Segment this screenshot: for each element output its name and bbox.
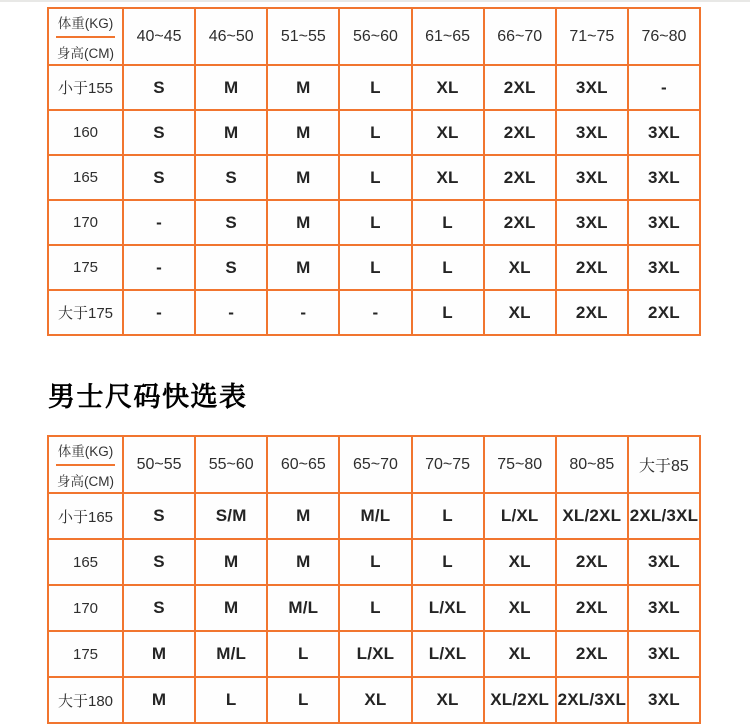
size-cell: L	[339, 585, 411, 631]
header-row	[48, 8, 700, 65]
corner-header-weight-height	[48, 8, 123, 65]
size-cell: 2XL	[556, 631, 628, 677]
size-cell: M/L	[195, 631, 267, 677]
column-header-weight-range: 55~60	[195, 436, 267, 493]
size-cell: L/XL	[484, 493, 556, 539]
column-header-weight-range: 46~50	[195, 8, 267, 65]
size-cell: L/XL	[412, 631, 484, 677]
row-header-height: 165	[48, 155, 123, 200]
size-cell: S	[195, 155, 267, 200]
size-cell: 3XL	[628, 200, 700, 245]
size-cell: S	[123, 110, 195, 155]
size-cell: 2XL/3XL	[628, 493, 700, 539]
corner-header-weight-height	[48, 436, 123, 493]
table-row	[48, 245, 700, 290]
size-cell: 3XL	[628, 539, 700, 585]
size-cell: L	[339, 65, 411, 110]
size-cell: 3XL	[556, 110, 628, 155]
size-cell: -	[123, 290, 195, 335]
size-cell: 3XL	[556, 200, 628, 245]
size-cell: M	[267, 65, 339, 110]
size-cell: 3XL	[628, 110, 700, 155]
corner-weight-label: 体重(KG)	[56, 437, 115, 466]
size-cell: -	[195, 290, 267, 335]
column-header-weight-range: 80~85	[556, 436, 628, 493]
size-cell: XL/2XL	[484, 677, 556, 723]
table-row	[48, 631, 700, 677]
size-cell: XL/2XL	[556, 493, 628, 539]
size-cell: XL	[484, 245, 556, 290]
size-cell: M	[123, 631, 195, 677]
table-row	[48, 290, 700, 335]
column-header-weight-range: 71~75	[556, 8, 628, 65]
size-cell: XL	[412, 65, 484, 110]
size-cell: 3XL	[628, 677, 700, 723]
table-row	[48, 493, 700, 539]
size-cell: L	[412, 539, 484, 585]
header-row	[48, 436, 700, 493]
size-cell: 2XL	[484, 200, 556, 245]
column-header-weight-range: 75~80	[484, 436, 556, 493]
size-cell: M	[195, 110, 267, 155]
size-cell: M	[195, 585, 267, 631]
size-cell: L	[412, 493, 484, 539]
corner-height-label: 身高(CM)	[57, 46, 114, 61]
column-header-weight-range: 70~75	[412, 436, 484, 493]
size-cell: XL	[484, 631, 556, 677]
size-cell: 3XL	[556, 155, 628, 200]
table-row	[48, 539, 700, 585]
column-header-weight-range: 40~45	[123, 8, 195, 65]
size-cell: 3XL	[628, 245, 700, 290]
size-cell: 2XL/3XL	[556, 677, 628, 723]
corner-weight-label: 体重(KG)	[56, 9, 115, 38]
size-cell: M	[195, 539, 267, 585]
size-cell: M	[267, 493, 339, 539]
size-cell: 2XL	[484, 110, 556, 155]
row-header-height: 175	[48, 245, 123, 290]
table-row	[48, 65, 700, 110]
column-header-weight-range: 65~70	[339, 436, 411, 493]
size-cell: L	[267, 677, 339, 723]
size-cell: 3XL	[628, 631, 700, 677]
row-header-height: 小于165	[48, 493, 123, 539]
size-cell: M/L	[339, 493, 411, 539]
size-cell: 2XL	[556, 245, 628, 290]
size-cell: -	[267, 290, 339, 335]
mens-size-chart-table	[47, 435, 701, 724]
size-cell: M	[267, 155, 339, 200]
column-header-weight-range: 50~55	[123, 436, 195, 493]
size-cell: L	[412, 245, 484, 290]
column-header-weight-range: 76~80	[628, 8, 700, 65]
size-cell: S	[123, 155, 195, 200]
row-header-height: 大于175	[48, 290, 123, 335]
table-row	[48, 200, 700, 245]
mens-size-chart-title: 男士尺码快选表	[48, 382, 248, 412]
row-header-height: 170	[48, 585, 123, 631]
size-cell: XL	[412, 155, 484, 200]
size-cell: S	[123, 539, 195, 585]
size-cell: 2XL	[556, 585, 628, 631]
size-cell: S	[195, 245, 267, 290]
size-cell: M	[195, 65, 267, 110]
row-header-height: 160	[48, 110, 123, 155]
row-header-height: 175	[48, 631, 123, 677]
table-row	[48, 155, 700, 200]
row-header-height: 小于155	[48, 65, 123, 110]
size-cell: M/L	[267, 585, 339, 631]
size-cell: 2XL	[484, 65, 556, 110]
size-cell: XL	[412, 110, 484, 155]
size-cell: -	[123, 200, 195, 245]
size-cell: 3XL	[628, 155, 700, 200]
column-header-weight-range: 51~55	[267, 8, 339, 65]
column-header-weight-range: 60~65	[267, 436, 339, 493]
size-cell: -	[628, 65, 700, 110]
womens-size-chart-table	[47, 7, 701, 336]
size-cell: XL	[412, 677, 484, 723]
size-cell: L	[339, 245, 411, 290]
table-row	[48, 110, 700, 155]
size-cell: -	[339, 290, 411, 335]
size-cell: L	[412, 200, 484, 245]
size-cell: 2XL	[556, 290, 628, 335]
size-cell: 3XL	[628, 585, 700, 631]
size-cell: L	[267, 631, 339, 677]
size-cell: S	[123, 65, 195, 110]
size-cell: 2XL	[628, 290, 700, 335]
size-cell: S/M	[195, 493, 267, 539]
size-cell: L/XL	[412, 585, 484, 631]
column-header-weight-range: 大于85	[628, 436, 700, 493]
size-cell: M	[123, 677, 195, 723]
top-divider	[0, 0, 750, 2]
size-cell: M	[267, 245, 339, 290]
size-cell: S	[123, 585, 195, 631]
size-cell: XL	[339, 677, 411, 723]
size-cell: S	[123, 493, 195, 539]
size-cell: XL	[484, 290, 556, 335]
size-cell: 2XL	[556, 539, 628, 585]
table-row	[48, 585, 700, 631]
row-header-height: 大于180	[48, 677, 123, 723]
row-header-height: 165	[48, 539, 123, 585]
size-cell: 3XL	[556, 65, 628, 110]
size-cell: L	[339, 539, 411, 585]
corner-height-label: 身高(CM)	[57, 474, 114, 489]
column-header-weight-range: 66~70	[484, 8, 556, 65]
table-row	[48, 677, 700, 723]
size-cell: S	[195, 200, 267, 245]
size-cell: 2XL	[484, 155, 556, 200]
column-header-weight-range: 61~65	[412, 8, 484, 65]
size-cell: L	[339, 155, 411, 200]
size-cell: XL	[484, 585, 556, 631]
size-cell: M	[267, 110, 339, 155]
size-cell: M	[267, 539, 339, 585]
size-cell: L/XL	[339, 631, 411, 677]
size-cell: -	[123, 245, 195, 290]
size-cell: L	[195, 677, 267, 723]
column-header-weight-range: 56~60	[339, 8, 411, 65]
size-cell: XL	[484, 539, 556, 585]
size-cell: L	[339, 200, 411, 245]
size-cell: L	[412, 290, 484, 335]
size-cell: L	[339, 110, 411, 155]
spacer	[0, 414, 750, 435]
size-cell: M	[267, 200, 339, 245]
row-header-height: 170	[48, 200, 123, 245]
